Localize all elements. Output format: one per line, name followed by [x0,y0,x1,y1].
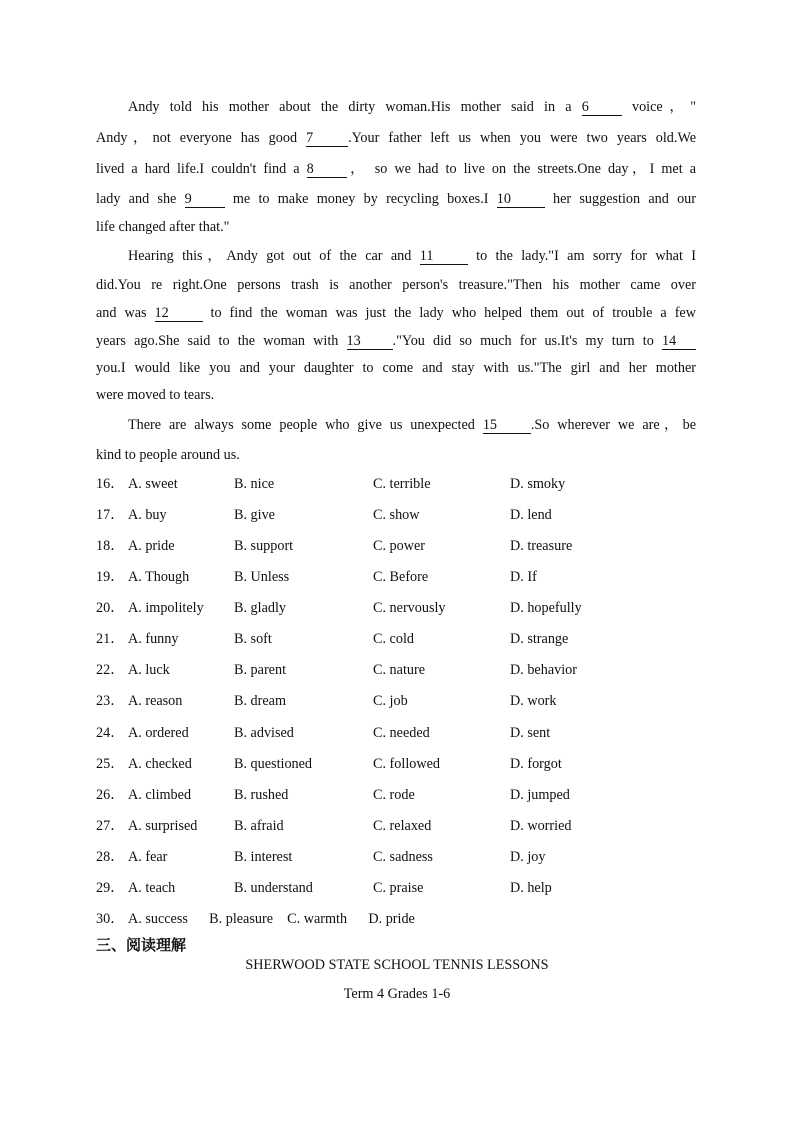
option-d[interactable]: D. help [510,880,552,896]
option-c[interactable]: C. needed [373,725,430,741]
reading-title: SHERWOOD STATE SCHOOL TENNIS LESSONS [245,957,549,973]
passage-line: life changed after that." [96,219,230,235]
option-d[interactable]: D. strange [510,631,569,647]
option-b[interactable]: B. support [234,538,294,554]
option-b[interactable]: B. questioned [234,756,313,772]
option-d[interactable]: D. smoky [510,476,566,492]
option-b[interactable]: B. rushed [234,787,289,803]
option-c[interactable]: C. cold [373,631,414,647]
option-c[interactable]: C. relaxed [373,818,432,834]
passage-line: did.You re right.One persons trash is another person's treasure."Then his mother came over [96,277,696,293]
option-c[interactable]: C. nervously [373,600,446,616]
option-b[interactable]: B. understand [234,880,313,896]
blank-8[interactable]: 8 [307,162,347,178]
option-b[interactable]: B. Unless [234,569,290,585]
passage-line: kind to people around us. [96,447,240,463]
passage-line: and was 12 to find the woman was just the lady who helped them out of trouble a few [96,305,696,321]
option-c[interactable]: C. terrible [373,476,431,492]
option-a[interactable]: A. luck [128,662,170,678]
option-a[interactable]: A. surprised [128,818,198,834]
option-d[interactable]: D. worried [510,818,572,834]
option-c[interactable]: C. sadness [373,849,433,865]
passage-line: were moved to tears. [96,387,215,403]
blank-12[interactable]: 12 [155,306,203,322]
blank-15[interactable]: 15 [483,418,531,434]
option-a[interactable]: A. teach [128,880,176,896]
option-c[interactable]: C. rode [373,787,415,803]
option-c[interactable]: C. power [373,538,426,554]
blank-7[interactable]: 7 [306,131,348,147]
option-d[interactable]: D. hopefully [510,600,582,616]
option-a[interactable]: A. fear [128,849,168,865]
option-a[interactable]: A. sweet [128,476,178,492]
option-b[interactable]: B. give [234,507,275,523]
option-c[interactable]: C. Before [373,569,429,585]
option-b[interactable]: B. nice [234,476,275,492]
option-c[interactable]: C. praise [373,880,424,896]
option-d[interactable]: D. work [510,693,557,709]
option-d[interactable]: D. lend [510,507,552,523]
option-a[interactable]: A. funny [128,631,179,647]
option-b[interactable]: B. soft [234,631,272,647]
passage-line: Andy told his mother about the dirty woman.His mother said in a 6 voice，" [128,99,697,115]
passage-line: years ago.She said to the woman with 13 ."You did so much for us.It's my turn to 14 [96,332,696,350]
option-b[interactable]: B. interest [234,849,293,865]
option-d[interactable]: D. behavior [510,662,577,678]
blank-14[interactable]: 14 [662,334,696,350]
blank-13[interactable]: 13 [347,334,393,350]
passage-line: Andy，not everyone has good 7 .Your father left us when you were two years old.We [96,130,697,146]
blank-10[interactable]: 10 [497,192,545,208]
option-a[interactable]: A. impolitely [128,600,204,616]
option-d[interactable]: D. treasure [510,538,573,554]
option-b[interactable]: B. gladly [234,600,287,616]
option-c[interactable]: C. nature [373,662,426,678]
option-a[interactable]: A. buy [128,507,167,523]
option-a[interactable]: A. checked [128,756,192,772]
option-d[interactable]: D. joy [510,849,546,865]
question-30-options[interactable]: A. success B. pleasure C. warmth D. pride [128,911,415,927]
blank-11[interactable]: 11 [420,249,468,265]
document-page: Andy told his mother about the dirty woman.His mother said in a 6 voice，" Andy，not everyone has good 7 .Your father left us when you were two years old.We lived a hard life.I couldn't find a 8 ， so we had to live on the streets.One day，I met a lady and she 9 me to make money by recycling boxes.I 10 her suggestion and our life changed after that." Hearing this，Andy got out of the car and 11 to the lady."I am sorry for what I did.You re right.One persons trash is another person's treasure."Then his mother came over and was 12 to find the woman was just the lady who helped them out of trouble a few years ago.She said to the woman with 13 ."You did so much for us.It's my turn to 14 you.I would like you and your daughter to come and stay with us."The girl and her mother were moved to tears. There are always some people who give us unexpected 15 .So wherever we are，be kind to people around us. 16． A. sweet B. nice C. terrible D. smoky 17． A. buy B. give C. show D. lend 18． A. pride B. support C. power D. treasure 19． A. Though B. Unless C. Before D. If 20． A. impolitely B. gladly C. nervously D. hopefully 21． A. funny B. soft C. cold D. strange 22． A. luck B. parent C. nature D. behavior 23． A. reason B. dream C. job D. work 24． A. ordered B. advised C. needed D. sent 25． A. checked B. questioned C. followed D. forgot 26． A. climbed B. rushed C. rode D. jumped 27． A. surprised B. afraid C. relaxed D. worried 28． A. fear B. interest C. sadness D. joy 29． A. teach B. understand C. praise D. help 30． A. success B. pleasure C. warmth D. pride 三、阅读理解 SHERWOOD STATE SCHOOL TENNIS LESSONS Term 4 Grades 1-6 [0,0,794,1123]
option-b[interactable]: B. parent [234,662,287,678]
blank-6[interactable]: 6 [582,100,622,116]
passage-line: you.I would like you and your daughter to come and stay with us."The girl and her mother [96,360,696,376]
question-row: 30． A. success B. pleasure C. warmth D. pride [96,911,415,927]
option-a[interactable]: A. Though [128,569,190,585]
option-a[interactable]: A. ordered [128,725,189,741]
option-a[interactable]: A. reason [128,693,183,709]
option-c[interactable]: C. followed [373,756,440,772]
option-a[interactable]: A. pride [128,538,175,554]
option-d[interactable]: D. If [510,569,537,585]
option-d[interactable]: D. jumped [510,787,570,803]
passage-line: There are always some people who give us unexpected 15 .So wherever we are，be [128,417,697,433]
passage-line: lady and she 9 me to make money by recycling boxes.I 10 her suggestion and our [96,191,696,207]
option-b[interactable]: B. advised [234,725,294,741]
reading-subtitle: Term 4 Grades 1-6 [343,986,451,1002]
option-d[interactable]: D. sent [510,725,551,741]
option-b[interactable]: B. afraid [234,818,284,834]
blank-9[interactable]: 9 [185,192,225,208]
passage-line: lived a hard life.I couldn't find a 8 ， so we had to live on the streets.One day，I met a [96,161,696,177]
section-heading: 三、阅读理解 [96,936,187,954]
option-d[interactable]: D. forgot [510,756,562,772]
option-c[interactable]: C. job [373,693,408,709]
option-c[interactable]: C. show [373,507,420,523]
option-a[interactable]: A. climbed [128,787,192,803]
option-b[interactable]: B. dream [234,693,287,709]
passage-line: Hearing this，Andy got out of the car and 11 to the lady."I am sorry for what I [128,248,696,264]
